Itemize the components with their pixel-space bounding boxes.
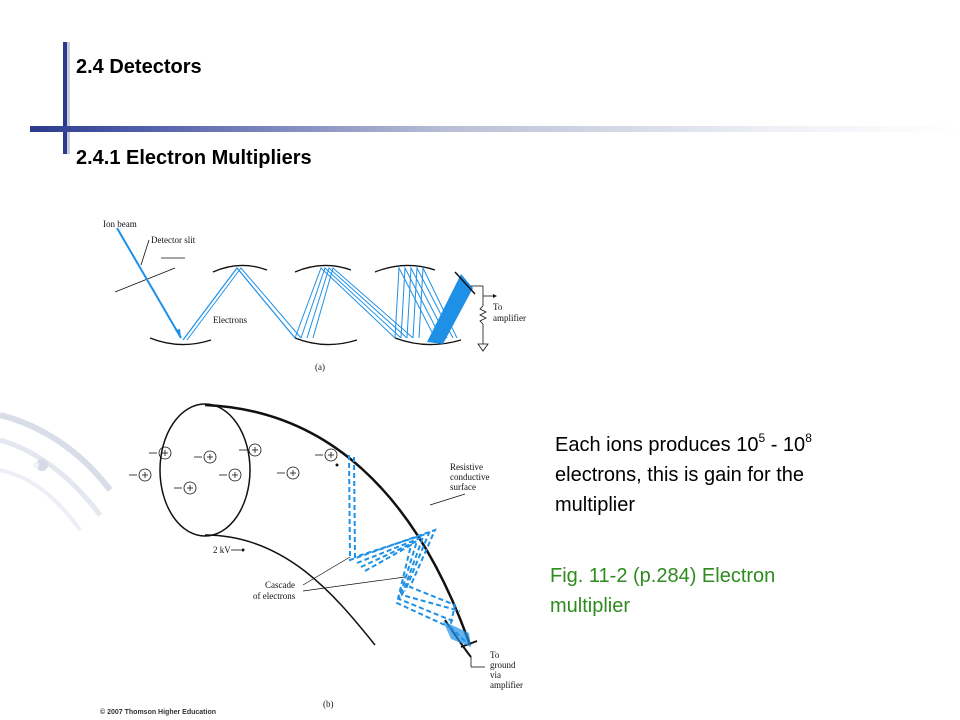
figure-caption xyxy=(550,561,850,621)
slide-title: 2.4 Detectors xyxy=(76,56,202,78)
ground-icon xyxy=(478,344,488,351)
label-of-electrons: of electrons xyxy=(253,591,296,601)
figure-b-continuous-dynode-multiplier xyxy=(105,395,545,717)
slit-plate-lower xyxy=(115,268,175,292)
label-voltage: 2 kV xyxy=(213,545,231,555)
dynode-bottom-2 xyxy=(295,338,357,345)
label-via: via xyxy=(490,670,501,680)
gain-exponent-1: 5 xyxy=(758,431,766,445)
label-resistive: Resistive xyxy=(450,462,483,472)
gain-line1-mid: - 10 xyxy=(765,434,806,456)
label-to: To xyxy=(493,302,503,312)
label-ground: ground xyxy=(490,660,516,670)
horn-entrance xyxy=(160,404,250,536)
title-horizontal-rule xyxy=(30,126,960,132)
label-cascade: Cascade xyxy=(265,580,295,590)
dynode-top-2 xyxy=(295,265,351,272)
gain-description xyxy=(555,430,885,520)
gain-line2: electrons, this is gain for the xyxy=(555,464,805,486)
label-electrons: Electrons xyxy=(213,315,247,325)
label-ion-beam: Ion beam xyxy=(103,219,137,229)
dynode-bottom-1 xyxy=(150,338,211,345)
gain-exponent-2: 8 xyxy=(805,431,812,445)
label-detector-slit: Detector slit xyxy=(151,235,196,245)
cascade-exit-fan xyxy=(443,621,471,647)
horn-outer-wall xyxy=(205,405,470,645)
caption-line1: Fig. 11-2 (p.284) Electron xyxy=(550,565,776,587)
resistor-icon xyxy=(480,306,486,324)
label-amplifier-b: amplifier xyxy=(490,680,523,690)
title-vertical-rule-shadow xyxy=(67,42,70,154)
label-to-ground-1: To xyxy=(490,650,500,660)
slide-subtitle: 2.4.1 Electron Multipliers xyxy=(76,147,312,169)
decorative-swoosh xyxy=(0,395,120,535)
label-amplifier: amplifier xyxy=(493,313,526,323)
label-panel-b: (b) xyxy=(323,699,334,709)
figure-a-discrete-dynode-multiplier xyxy=(95,210,545,380)
copyright-notice: © 2007 Thomson Higher Education xyxy=(100,709,217,716)
gain-line1-prefix: Each ions produces 10 xyxy=(555,434,759,456)
caption-line2: multiplier xyxy=(550,595,631,617)
gain-line3: multiplier xyxy=(555,494,636,516)
label-conductive: conductive xyxy=(450,472,490,482)
label-surface: surface xyxy=(450,482,476,492)
label-panel-a: (a) xyxy=(315,362,325,372)
